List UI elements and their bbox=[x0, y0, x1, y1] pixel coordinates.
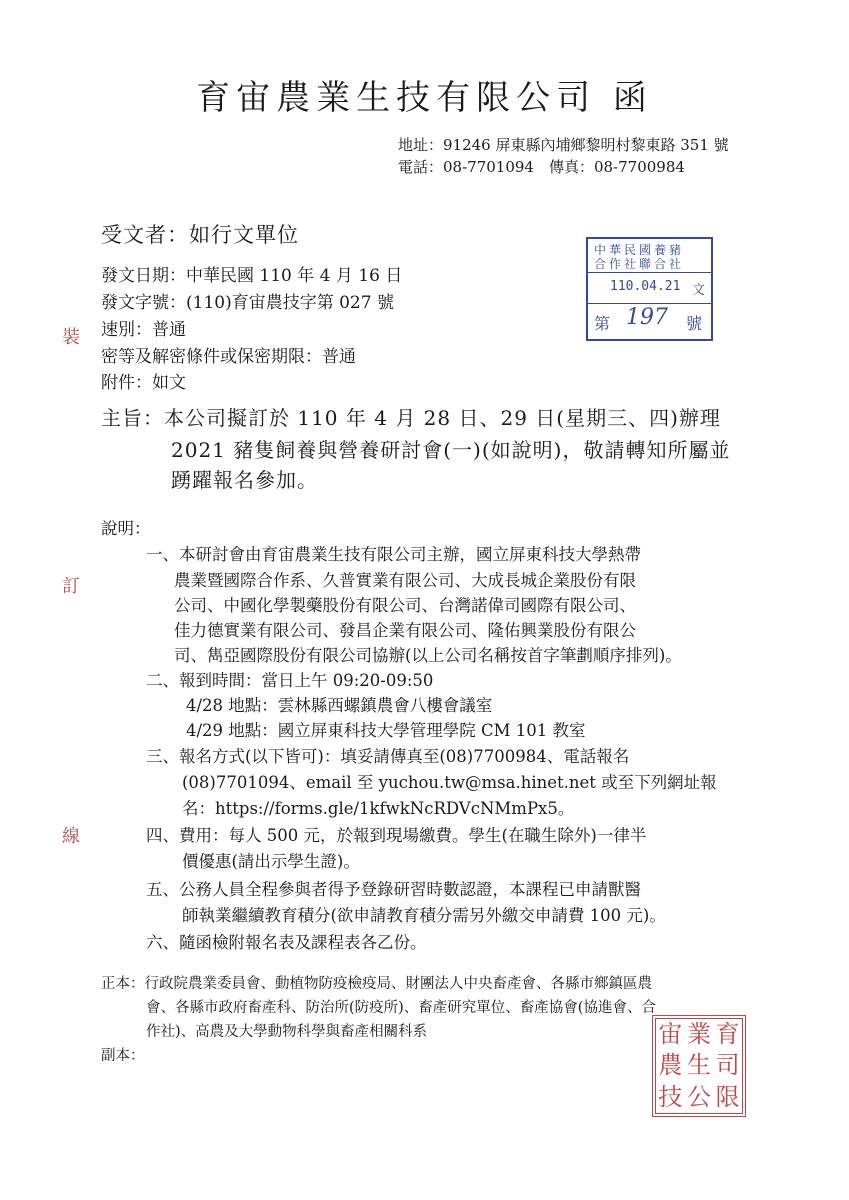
stamp-side-label: 文 bbox=[692, 283, 706, 298]
binding-mark-xian: 線 bbox=[62, 826, 80, 847]
seal-char: 技 bbox=[658, 1082, 683, 1111]
recipient: 受文者：如行文單位 bbox=[101, 223, 299, 247]
seal-char: 公 bbox=[686, 1082, 711, 1111]
seal-char: 生 bbox=[686, 1051, 711, 1080]
seal-char: 宙 bbox=[658, 1020, 683, 1048]
seal-char: 司 bbox=[715, 1051, 740, 1080]
binding-mark-ding: 訂 bbox=[62, 576, 80, 597]
cc-label: 副本： bbox=[101, 1048, 145, 1064]
copies-line: 作社)、高農及大學動物科學與畜產相關科系 bbox=[146, 1024, 428, 1040]
explanation-line: 二、報到時間：當日上午 09:20-09:50 bbox=[146, 671, 434, 690]
explanation-label: 說明： bbox=[101, 519, 151, 538]
explanation-line: 公司、中國化學製藥股份有限公司、台灣諾偉司國際有限公司、 bbox=[174, 596, 636, 615]
secrecy-level: 密等及解密條件或保密期限：普通 bbox=[101, 347, 356, 367]
explanation-line: 名：https://forms.gle/1kfwkNcRDVcNMmPx5。 bbox=[182, 799, 575, 818]
explanation-line: (08)7701094、email 至 yuchou.tw@msa.hinet.net 或至下列網址報 bbox=[182, 773, 717, 792]
explanation-line: 司、雋亞國際股份有限公司協辦(以上公司名稱按首字筆劃順序排列)。 bbox=[174, 646, 682, 665]
document-number: 發文字號：(110)育宙農技字第 027 號 bbox=[101, 293, 394, 313]
attachment: 附件：如文 bbox=[101, 373, 186, 393]
explanation-line: 師執業繼續教育積分(欲申請教育積分需另外繳交申請費 100 元)。 bbox=[182, 906, 666, 925]
explanation-line: 四、費用：每人 500 元，於報到現場繳費。學生(在職生除外)一律半 bbox=[146, 826, 647, 845]
subject-line: 踴躍報名參加。 bbox=[171, 468, 318, 492]
explanation-line: 價優惠(請出示學生證)。 bbox=[182, 852, 360, 871]
explanation-line: 三、報名方式(以下皆可)：填妥請傳真至(08)7700984、電話報名 bbox=[146, 747, 630, 766]
stamp-org-line-2: 合作社聯合社 bbox=[594, 257, 685, 271]
stamp-divider bbox=[588, 303, 711, 304]
explanation-line: 五、公務人員全程參與者得予登錄研習時數認證，本課程已申請獸醫 bbox=[146, 880, 641, 899]
stamp-org-line-1: 中華民國養豬 bbox=[594, 243, 685, 257]
subject-line: 2021 豬隻飼養與營養研討會(一)(如說明)，敬請轉知所屬並 bbox=[171, 438, 731, 462]
binding-mark-zhuang: 裝 bbox=[62, 327, 80, 348]
stamp-number: 197 bbox=[626, 305, 668, 330]
explanation-line: 4/29 地點：國立屏東科技大學管理學院 CM 101 教室 bbox=[186, 721, 586, 740]
seal-char: 育 bbox=[715, 1020, 740, 1048]
explanation-line: 一、本研討會由育宙農業生技有限公司主辦，國立屏東科技大學熱帶 bbox=[146, 545, 641, 564]
explanation-line: 農業暨國際合作系、久普實業有限公司、大成長城企業股份有限 bbox=[174, 571, 636, 590]
explanation-line: 六、隨函檢附報名表及課程表各乙份。 bbox=[146, 933, 427, 952]
stamp-divider bbox=[588, 272, 711, 273]
seal-char: 限 bbox=[715, 1082, 740, 1111]
explanation-line: 4/28 地點：雲林縣西螺鎮農會八樓會議室 bbox=[186, 696, 493, 715]
receipt-stamp bbox=[586, 237, 713, 341]
company-address: 地址：91246 屏東縣內埔鄉黎明村黎東路 351 號 bbox=[398, 136, 729, 154]
company-seal bbox=[652, 1015, 746, 1117]
document-title: 育宙農業生技有限公司 函 bbox=[196, 78, 653, 118]
company-phone-fax: 電話：08-7701094 傳真：08-7700984 bbox=[398, 158, 685, 176]
seal-char: 農 bbox=[658, 1051, 683, 1080]
copies-line: 正本：行政院農業委員會、動植物防疫檢疫局、財團法人中央畜產會、各縣市鄉鎮區農 bbox=[101, 976, 652, 992]
copies-line: 會、各縣市政府畜產科、防治所(防疫所)、畜產研究單位、畜產協會(協進會、合 bbox=[146, 1000, 656, 1016]
subject-line: 主旨：本公司擬訂於 110 年 4 月 28 日、29 日(星期三、四)辦理 bbox=[101, 406, 721, 430]
explanation-line: 佳力德實業有限公司、發昌企業有限公司、隆佑興業股份有限公 bbox=[174, 621, 636, 640]
stamp-number-label: 第 bbox=[594, 314, 611, 333]
stamp-number-suffix: 號 bbox=[686, 314, 703, 333]
issue-date: 發文日期：中華民國 110 年 4 月 16 日 bbox=[101, 266, 403, 286]
stamp-date: 110.04.21 bbox=[610, 279, 681, 294]
delivery-speed: 速別：普通 bbox=[101, 320, 186, 340]
seal-char: 業 bbox=[686, 1020, 711, 1048]
